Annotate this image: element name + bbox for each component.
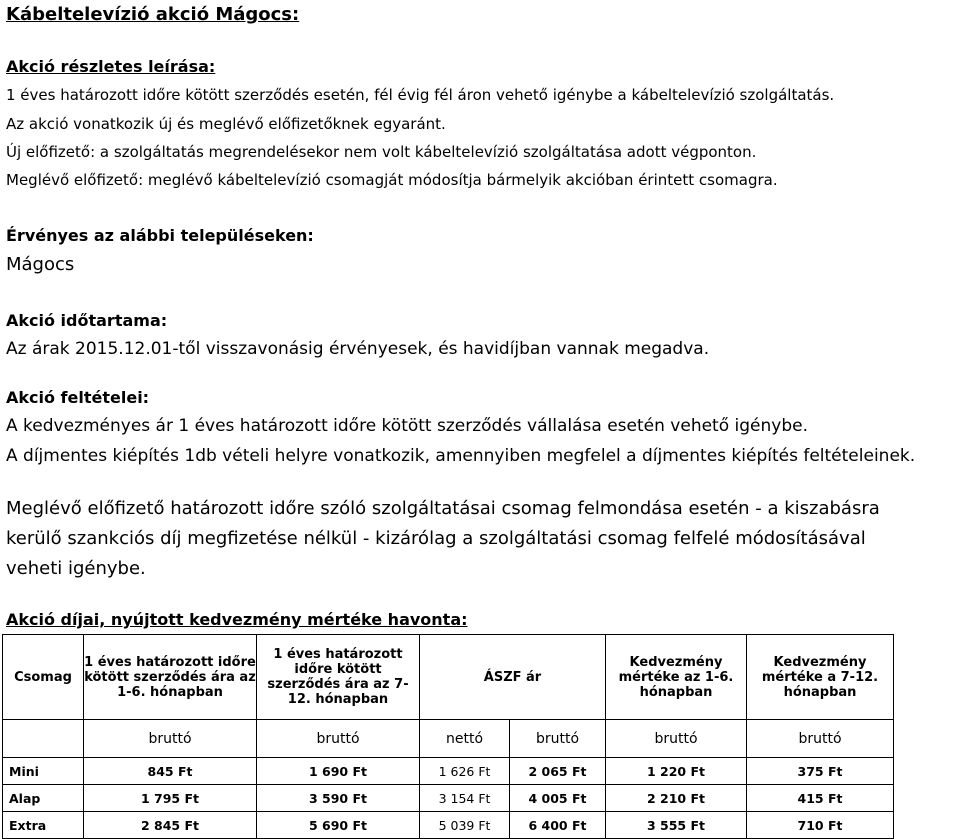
table-row xyxy=(3,785,894,812)
cell-price-1-6: 1 795 Ft xyxy=(84,785,257,812)
header-discount-1-6: Kedvezmény mértéke az 1-6. hónapban xyxy=(606,635,747,720)
subheader-cell: bruttó xyxy=(510,720,606,758)
cell-aszf-gross: 4 005 Ft xyxy=(510,785,606,812)
cell-price-7-12: 1 690 Ft xyxy=(257,758,420,785)
subheader-cell: bruttó xyxy=(84,720,257,758)
table-row xyxy=(3,812,894,839)
header-aszf: ÁSZF ár xyxy=(420,635,606,720)
cell-package: Alap xyxy=(3,785,84,812)
description-heading: Akció részletes leírása: xyxy=(6,57,216,76)
conditions-heading: Akció feltételei: xyxy=(6,388,150,407)
conditions-line: A kedvezményes ár 1 éves határozott időre kötött szerződés vállalása esetén vehető igénybe. xyxy=(6,416,808,436)
cell-discount-1-6: 2 210 Ft xyxy=(606,785,747,812)
subheader-cell: bruttó xyxy=(257,720,420,758)
cell-price-7-12: 5 690 Ft xyxy=(257,812,420,839)
subheader-cell: bruttó xyxy=(747,720,894,758)
description-line: Új előfizető: a szolgáltatás megrendelésekor nem volt kábeltelevízió szolgáltatása adott végponton. xyxy=(6,143,757,161)
cell-aszf-net: 1 626 Ft xyxy=(420,758,510,785)
header-discount-7-12: Kedvezmény mértéke a 7-12. hónapban xyxy=(747,635,894,720)
description-line: Az akció vonatkozik új és meglévő előfizetőknek egyaránt. xyxy=(6,115,446,133)
cell-package: Extra xyxy=(3,812,84,839)
cell-price-1-6: 2 845 Ft xyxy=(84,812,257,839)
cell-aszf-net: 3 154 Ft xyxy=(420,785,510,812)
description-line: Meglévő előfizető: meglévő kábeltelevízió csomagját módosítja bármelyik akcióban érintett csomagra. xyxy=(6,171,778,189)
cell-discount-1-6: 1 220 Ft xyxy=(606,758,747,785)
header-price-7-12: 1 éves határozott időre kötött szerződés ára az 7-12. hónapban xyxy=(257,635,420,720)
conditions-line: A díjmentes kiépítés 1db vételi helyre vonatkozik, amennyiben megfelel a díjmentes kiépítés feltételeinek. xyxy=(6,446,916,466)
cell-aszf-gross: 2 065 Ft xyxy=(510,758,606,785)
cell-discount-7-12: 415 Ft xyxy=(747,785,894,812)
cell-price-7-12: 3 590 Ft xyxy=(257,785,420,812)
table-row xyxy=(3,758,894,785)
settlements-value: Mágocs xyxy=(6,254,75,275)
duration-value: Az árak 2015.12.01-től visszavonásig érvényesek, és havidíjban vannak megadva. xyxy=(6,339,710,359)
settlements-heading: Érvényes az alábbi településeken: xyxy=(6,226,314,245)
conditions-line: Meglévő előfizető határozott időre szóló szolgáltatásai csomag felmondása esetén - a kiszabásra kerülő szankciós díj megfizetése nélkül - kizárólag a szolgáltatási csomag felfelé módosításával veheti igénybe. xyxy=(6,498,880,579)
subheader-cell: bruttó xyxy=(606,720,747,758)
cell-aszf-gross: 6 400 Ft xyxy=(510,812,606,839)
header-package: Csomag xyxy=(3,635,84,720)
cell-discount-7-12: 710 Ft xyxy=(747,812,894,839)
page-title: Kábeltelevízió akció Mágocs: xyxy=(6,4,300,25)
cell-aszf-net: 5 039 Ft xyxy=(420,812,510,839)
cell-price-1-6: 845 Ft xyxy=(84,758,257,785)
subheader-cell: nettó xyxy=(420,720,510,758)
table-subheader-row xyxy=(3,720,894,758)
header-price-1-6: 1 éves határozott időre kötött szerződés ára az 1-6. hónapban xyxy=(84,635,257,720)
cell-discount-7-12: 375 Ft xyxy=(747,758,894,785)
fees-table xyxy=(2,634,894,839)
description-line: 1 éves határozott időre kötött szerződés esetén, fél évig fél áron vehető igénybe a kábeltelevízió szolgáltatás. xyxy=(6,86,835,104)
duration-heading: Akció időtartama: xyxy=(6,311,168,330)
cell-discount-1-6: 3 555 Ft xyxy=(606,812,747,839)
subheader-cell xyxy=(3,720,84,758)
cell-package: Mini xyxy=(3,758,84,785)
fees-heading: Akció díjai, nyújtott kedvezmény mértéke havonta: xyxy=(6,610,468,629)
table-header-row xyxy=(3,635,894,720)
